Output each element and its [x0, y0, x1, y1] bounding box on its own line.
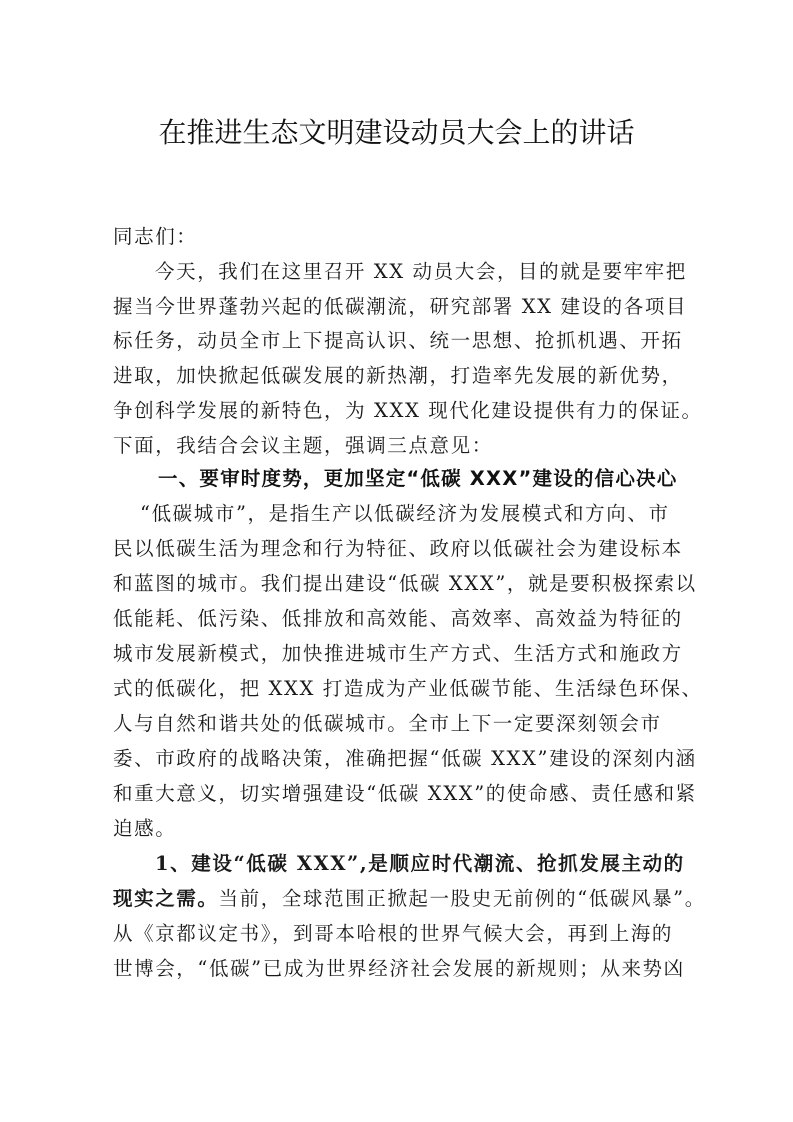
- point-heading-tail: 现实之需。: [113, 887, 219, 910]
- paragraph-line: 标任务，动员全市上下提高认识、统一思想、抢抓机遇、开拓: [113, 329, 683, 352]
- paragraph-line: 和重大意义，切实增强建设“低碳 XXX”的使命感、责任感和紧: [113, 782, 697, 805]
- paragraph-line: 城市发展新模式，加快推进城市生产方式、生活方式和施政方: [113, 642, 683, 665]
- paragraph-line: 迫感。: [113, 817, 177, 840]
- paragraph-line: 低能耗、低污染、低排放和高效能、高效率、高效益为特征的: [113, 607, 683, 630]
- point-heading-line: 1、建设“低碳 XXX”,是顺应时代潮流、抢抓发展主动的: [155, 852, 685, 875]
- paragraph-line: 握当今世界蓬勃兴起的低碳潮流，研究部署 XX 建设的各项目: [113, 295, 688, 318]
- paragraph-line: 今天，我们在这里召开 XX 动员大会，目的就是要牢牢把: [155, 260, 687, 283]
- paragraph-line: 下面，我结合会议主题，强调三点意见：: [113, 434, 493, 457]
- paragraph-line: 式的低碳化，把 XXX 打造成为产业低碳节能、生活绿色环保、: [113, 677, 703, 700]
- paragraph-line: [113, 885, 706, 913]
- paragraph-line: 和蓝图的城市。我们提出建设“低碳 XXX”，就是要积极探索以: [113, 572, 697, 595]
- paragraph-line: 委、市政府的战略决策，准确把握“低碳 XXX”建设的深刻内涵: [113, 747, 697, 770]
- paragraph-line: 人与自然和谐共处的低碳城市。全市上下一定要深刻领会市: [113, 712, 662, 735]
- paragraph-line: “低碳城市”，是指生产以低碳经济为发展模式和方向、市: [140, 502, 670, 525]
- paragraph-line: 世博会，“低碳”已成为世界经济社会发展的新规则；从来势凶: [113, 957, 685, 980]
- paragraph-text: 当前，全球范围正掀起一股史无前例的“低碳风暴”。: [218, 887, 706, 910]
- paragraph-line: 争创科学发展的新特色，为 XXX 现代化建设提供有力的保证。: [113, 399, 703, 422]
- paragraph-line: 从《京都议定书》，到哥本哈根的世界气候大会，再到上海的: [113, 922, 673, 945]
- section-heading: 一、要审时度势，更加坚定“低碳 XXX”建设的信心决心: [158, 467, 678, 490]
- document-title: 在推进生态文明建设动员大会上的讲话: [158, 116, 635, 149]
- salutation: 同志们：: [113, 225, 198, 248]
- paragraph-line: 民以低碳生活为理念和行为特征、政府以低碳社会为建设标本: [113, 537, 683, 560]
- paragraph-line: 进取，加快掀起低碳发展的新热潮，打造率先发展的新优势，: [113, 364, 683, 387]
